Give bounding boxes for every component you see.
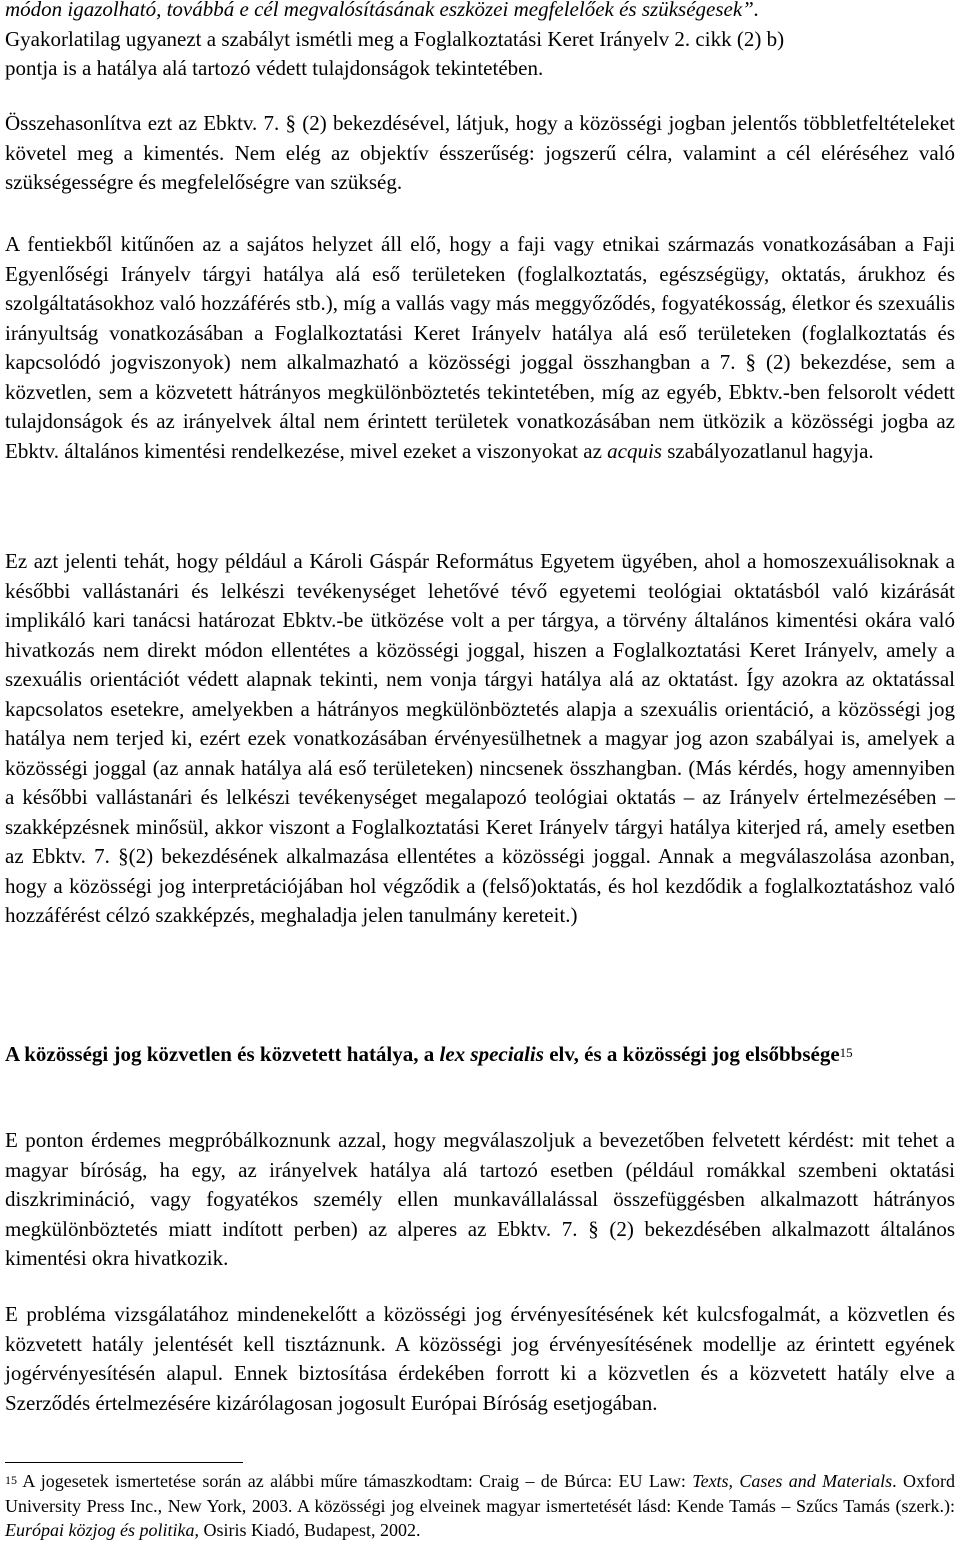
acquis-term: acquis bbox=[607, 438, 662, 463]
footnote-text: A jogesetek ismertetése során az alábbi műre támaszkodtam: Craig – de Búrca: EU Law: bbox=[17, 1471, 693, 1491]
paragraph-direct-effect: E probléma vizsgálatához mindenekelőtt a közösségi jog érvényesítésének két kulcsfogalmát, a közvetlen és közvetett hatály jelentését kell tisztáznunk. A közösségi jog érvényesítésének modellje az érintett egyének jogérvényesítésén alapul. Ennek biztosítása érdekében forrott ki a közvetlen és a közvetett hatály elve a Szerződés értelmezésére kizárólagosan jogosult Európai Bíróság esetjogában. bbox=[5, 1302, 955, 1415]
paragraph-intro bbox=[5, 0, 955, 84]
paragraph-comparison: Összehasonlítva ezt az Ebktv. 7. § (2) bekezdésével, látjuk, hogy a közösségi jogban jelentős többletfeltételeket követel meg a kimentés. Nem elég az objektív ésszerűség: jogszerű célra, valamint a cél eléréséhez való szükségességre és megfelelőségre van szükség. bbox=[5, 111, 955, 194]
section-heading bbox=[5, 1040, 955, 1070]
footnote bbox=[5, 1469, 955, 1543]
footnote-text-3: , Osiris Kiadó, Budapest, 2002. bbox=[194, 1520, 421, 1540]
footnote-book-title: Texts, Cases and Materials bbox=[692, 1471, 893, 1491]
footnote-text-2: . Oxford University Press Inc., New York, 2003. A közösségi jog elveinek magyar ismertetését lásd: Kende Tamás – Szűcs Tamás (szerk.): bbox=[5, 1471, 956, 1516]
paragraph-situation-text: A fentiekből kitűnően az a sajátos helyzet áll elő, hogy a faji vagy etnikai származás vonatkozásában a Faji Egyenlőségi Irányelv tárgyi hatálya alá eső területeken (foglalkoztatás, egészségügy, oktatás, árukhoz és szolgáltatásokhoz való hozzáférés stb.), míg a vallás vagy más meggyőződés, fogyatékosság, életkor és szexuális irányultság vonatkozásában a Foglalkoztatási Keret Irányelv hatálya alá eső területeken (foglalkoztatás és kapcsolódó jogviszonyok) nem alkalmazható a közösségi joggal összhangban a 7. § (2) bekezdése, sem a közvetlen, sem a közvetett hátrányos megkülönböztetés tekintetében, míg az egyéb, Ebktv.-ben felsorolt védett tulajdonságok és az irányelvek által nem érintett területek vonatkozásában nem ütközik a közösségi jogba az Ebktv. általános kimentési rendelkezése, mivel ezeket a viszonyokat az bbox=[5, 232, 955, 463]
paragraph-question: E ponton érdemes megpróbálkoznunk azzal, hogy megválaszoljuk a bevezetőben felvetett kérdést: mit tehet a magyar bíróság, ha egy, az irányelvek hatálya alá tartozó esetben (például romákkal szembeni oktatási diszkrimináció, vagy fogyatékos személy ellen munkavállalással összefüggésben alkalmazott hátrányos megkülönböztetés miatt indított perben) az alperes az Ebktv. 7. § (2) bekezdésében alkalmazott általános kimentési okra hivatkozik. bbox=[5, 1128, 955, 1270]
quote-end-line: módon igazolható, továbbá e cél megvalósításának eszközei megfelelőek és szükségesek”. bbox=[5, 0, 760, 21]
heading-italic: lex specialis bbox=[439, 1042, 544, 1066]
footnote-reference[interactable]: 15 bbox=[839, 1045, 853, 1060]
footnote-separator bbox=[5, 1462, 243, 1463]
paragraph-situation-end: szabályozatlanul hagyja. bbox=[661, 438, 874, 463]
heading-text-end: elv, és a közösségi jog elsőbbsége bbox=[543, 1042, 840, 1066]
footnote-number: 15 bbox=[5, 1473, 17, 1487]
paragraph-intro-line3: pontja is a hatálya alá tartozó védett tulajdonságok tekintetében. bbox=[5, 56, 544, 80]
paragraph-situation bbox=[5, 230, 955, 466]
footnote-book-title-2: Európai közjog és politika bbox=[5, 1520, 195, 1540]
heading-text: A közösségi jog közvetlen és közvetett hatálya, a bbox=[5, 1042, 440, 1066]
paragraph-karoli-case: Ez azt jelenti tehát, hogy például a Károli Gáspár Református Egyetem ügyében, ahol a homoszexuálisoknak a későbbi vallástanári és lelkészi tevékenységet lehetővé tévő egyetemi teológiai oktatásból való kizárását implikáló kari tanácsi határozat Ebktv.-be ütközése volt a per tárgya, a törvény általános kimentési okára való hivatkozás nem direkt módon ellentétes a közösségi joggal, hiszen a Foglalkoztatási Keret Irányelv, amely a szexuális orientációt védett alapnak tekinti, nem vonja tárgyi hatálya alá az oktatást. Így azokra az oktatással kapcsolatos esetekre, amelyekben a hátrányos megkülönböztetés alapja a szexuális orientáció, a közösségi jog hatálya nem terjed ki, ezért ezek vonatkozásában érvényesülhetnek a magyar jog azon szabályai is, amelyek a közösségi joggal (az annak hatálya alá eső területeken) nincsenek összhangban. (Más kérdés, hogy amennyiben a későbbi vallástanári és lelkészi tevékenységet megalapozó teológiai oktatás – az Irányelv értelmezésében – szakképzésnek minősül, akkor viszont a Foglalkoztatási Keret Irányelv tárgyi hatálya kiterjed rá, amely esetben az Ebktv. 7. §(2) bekezdésének alkalmazása ellentétes a közösségi joggal. Annak a megválaszolása azonban, hogy a közösségi jog interpretációjában hol végződik a (felső)oktatás, és hol kezdődik a foglalkoztatáshoz való hozzáférést célzó szakképzés, meghaladja jelen tanulmány kereteit.) bbox=[5, 549, 955, 927]
paragraph-intro-line2: Gyakorlatilag ugyanezt a szabályt ismétli meg a Foglalkoztatási Keret Irányelv 2. cikk (2) b) bbox=[5, 26, 785, 51]
